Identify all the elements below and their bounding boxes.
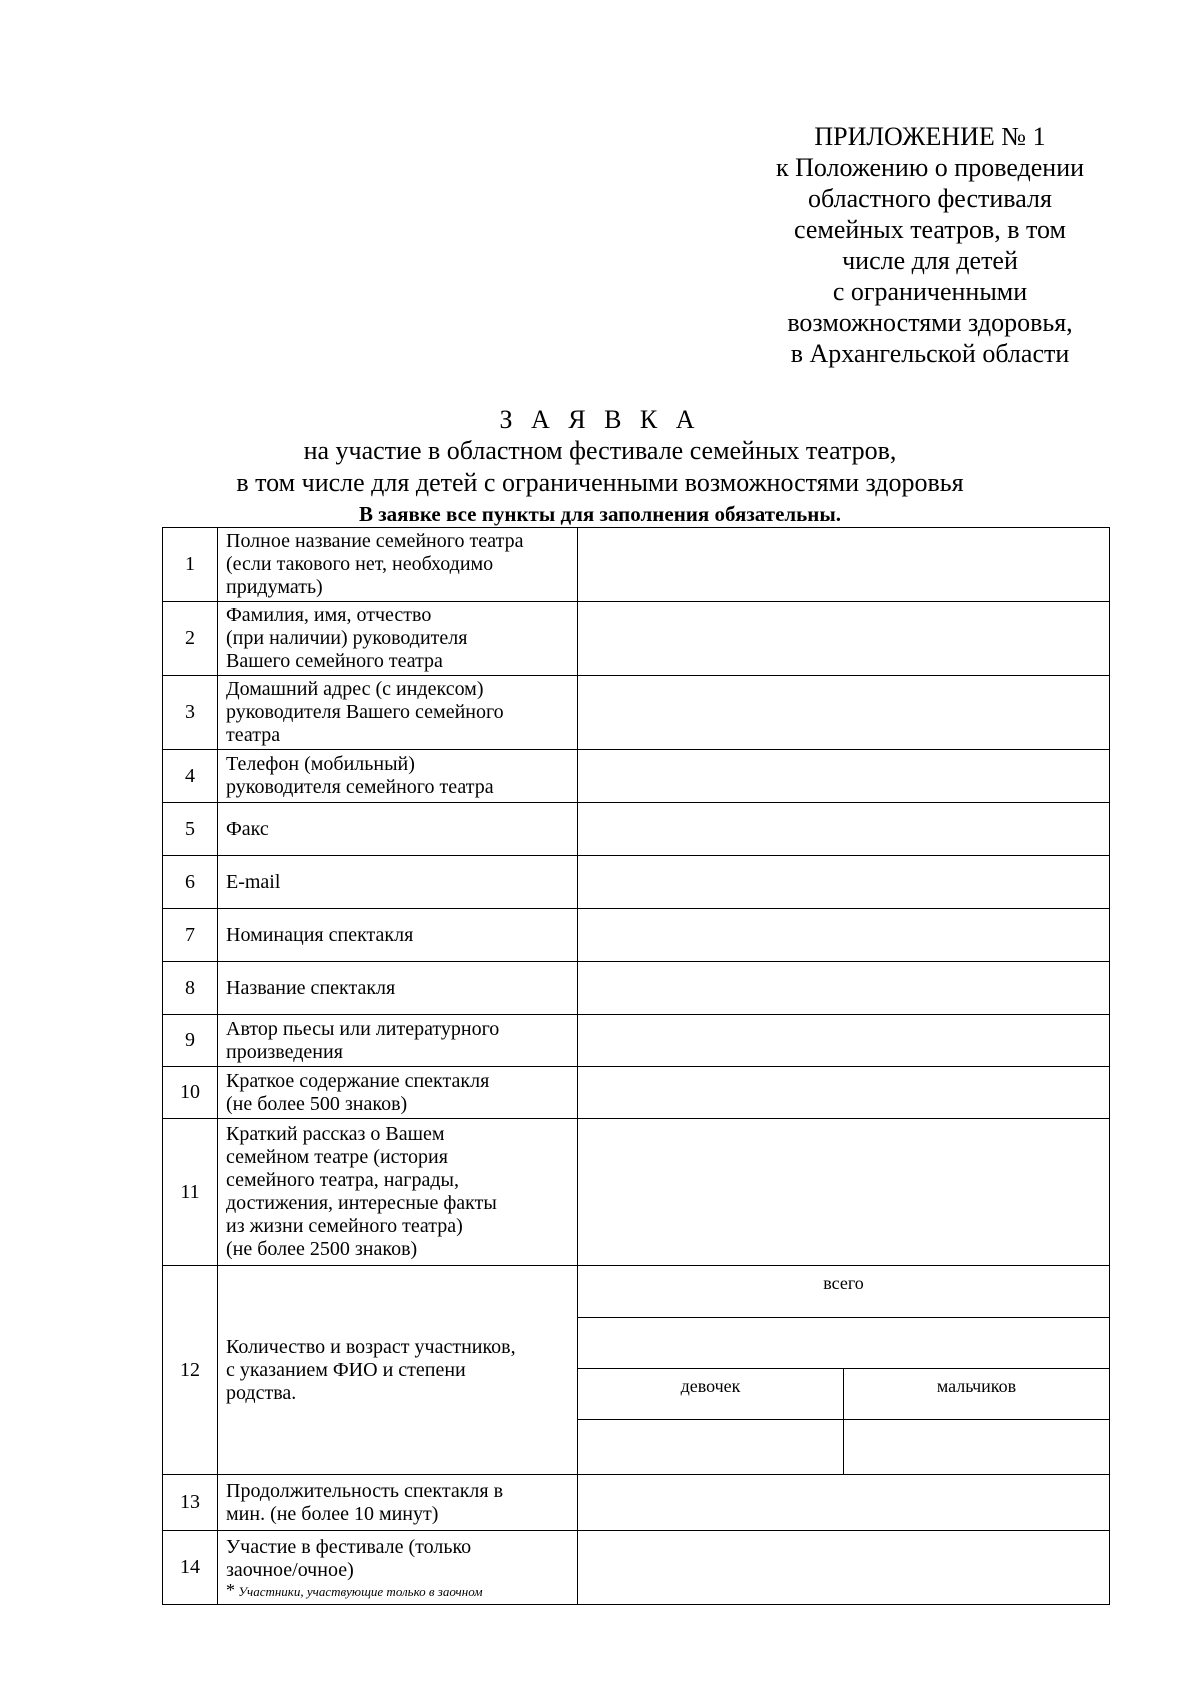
row-number: 5 bbox=[163, 803, 218, 856]
label-line: Полное название семейного театра bbox=[226, 530, 524, 552]
participants-cell bbox=[578, 1266, 1110, 1475]
label-line: Участие в фестивале (только bbox=[226, 1535, 472, 1558]
document-subtitle-line-1: на участие в областном фестивале семейных театров, bbox=[303, 436, 897, 465]
girls-field[interactable] bbox=[578, 1419, 844, 1474]
label-line: Факс bbox=[226, 817, 269, 840]
theatre-story-field[interactable] bbox=[578, 1119, 1110, 1266]
row-number: 10 bbox=[163, 1067, 218, 1119]
appendix-line: ПРИЛОЖЕНИЕ № 1 bbox=[814, 122, 1046, 151]
label-line: (если такового нет, необходимо bbox=[226, 553, 494, 575]
total-header: всего bbox=[578, 1266, 1109, 1317]
label-line: Номинация спектакля bbox=[226, 923, 414, 946]
row-label bbox=[218, 676, 578, 750]
nomination-field[interactable] bbox=[578, 909, 1110, 962]
footnote bbox=[226, 1579, 569, 1600]
label-line: (не более 2500 знаков) bbox=[226, 1238, 418, 1260]
label-line: произведения bbox=[226, 1040, 343, 1063]
label-line: руководителя семейного театра bbox=[226, 776, 494, 798]
label-line: Вашего семейного театра bbox=[226, 650, 443, 672]
row-number: 13 bbox=[163, 1475, 218, 1531]
appendix-line: в Архангельской области bbox=[790, 339, 1070, 368]
row-label bbox=[218, 1475, 578, 1531]
table-row bbox=[163, 528, 1110, 602]
mandatory-note: В заявке все пункты для заполнения обязательны. bbox=[358, 502, 842, 526]
row-number: 8 bbox=[163, 962, 218, 1015]
table-row bbox=[163, 676, 1110, 750]
theatre-name-field[interactable] bbox=[578, 528, 1110, 602]
row-number: 2 bbox=[163, 602, 218, 676]
document-title: З А Я В К А bbox=[499, 405, 701, 434]
label-line: заочное/очное) bbox=[226, 1558, 354, 1581]
row-label bbox=[218, 1266, 578, 1475]
label-line: из жизни семейного театра) bbox=[226, 1215, 463, 1237]
footnote-text: Участники, участвующие только в заочном bbox=[238, 1583, 483, 1599]
row-label bbox=[218, 1119, 578, 1266]
participation-mode-field[interactable] bbox=[578, 1531, 1110, 1605]
appendix-line: числе для детей bbox=[842, 246, 1018, 275]
table-row bbox=[163, 856, 1110, 909]
label-line: семейного театра, награды, bbox=[226, 1169, 459, 1191]
leader-name-field[interactable] bbox=[578, 602, 1110, 676]
row-number: 3 bbox=[163, 676, 218, 750]
row-number: 9 bbox=[163, 1015, 218, 1067]
appendix-line: возможностями здоровья, bbox=[787, 308, 1073, 337]
home-address-field[interactable] bbox=[578, 676, 1110, 750]
row-number: 7 bbox=[163, 909, 218, 962]
duration-field[interactable] bbox=[578, 1475, 1110, 1531]
label-line: Краткое содержание спектакля bbox=[226, 1069, 490, 1092]
label-line: достижения, интересные факты bbox=[226, 1192, 497, 1214]
label-line: Телефон (мобильный) bbox=[226, 753, 415, 775]
label-line: E-mail bbox=[226, 870, 281, 893]
row-number: 14 bbox=[163, 1531, 218, 1605]
appendix-line: к Положению о проведении bbox=[775, 153, 1085, 182]
row-number: 11 bbox=[163, 1119, 218, 1266]
label-line: родства. bbox=[226, 1381, 297, 1404]
label-line: с указанием ФИО и степени bbox=[226, 1358, 466, 1381]
row-label bbox=[218, 750, 578, 803]
table-row bbox=[163, 750, 1110, 803]
label-line: Краткий рассказ о Вашем bbox=[226, 1123, 445, 1145]
row-label bbox=[218, 1067, 578, 1119]
label-line: Автор пьесы или литературного bbox=[226, 1017, 500, 1040]
table-row bbox=[163, 1475, 1110, 1531]
appendix-line: семейных театров, в том bbox=[794, 215, 1066, 244]
row-label bbox=[218, 803, 578, 856]
application-form-table bbox=[162, 527, 1110, 1605]
row-label bbox=[218, 1015, 578, 1067]
row-number: 12 bbox=[163, 1266, 218, 1475]
table-row bbox=[163, 1015, 1110, 1067]
boys-header: мальчиков bbox=[844, 1368, 1110, 1419]
label-line: (при наличии) руководителя bbox=[226, 627, 468, 649]
author-field[interactable] bbox=[578, 1015, 1110, 1067]
label-line: (не более 500 знаков) bbox=[226, 1092, 408, 1115]
label-line: Количество и возраст участников, bbox=[226, 1335, 516, 1358]
appendix-line: с ограниченными bbox=[832, 277, 1028, 306]
play-title-field[interactable] bbox=[578, 962, 1110, 1015]
row-label bbox=[218, 528, 578, 602]
table-row bbox=[163, 1531, 1110, 1605]
appendix-line: областного фестиваля bbox=[808, 184, 1052, 213]
table-row bbox=[163, 803, 1110, 856]
table-row bbox=[163, 602, 1110, 676]
label-line: придумать) bbox=[226, 576, 323, 598]
document-subtitle-line-2: в том числе для детей с ограниченными возможностями здоровья bbox=[236, 468, 964, 497]
phone-field[interactable] bbox=[578, 750, 1110, 803]
row-label bbox=[218, 602, 578, 676]
summary-field[interactable] bbox=[578, 1067, 1110, 1119]
table-row bbox=[163, 962, 1110, 1015]
label-line: Домашний адрес (с индексом) bbox=[226, 678, 484, 700]
fax-field[interactable] bbox=[578, 803, 1110, 856]
label-line: Название спектакля bbox=[226, 976, 396, 999]
table-row bbox=[163, 909, 1110, 962]
appendix-header bbox=[730, 121, 1130, 369]
boys-field[interactable] bbox=[844, 1419, 1110, 1474]
table-row bbox=[163, 1119, 1110, 1266]
row-label bbox=[218, 909, 578, 962]
label-line: Фамилия, имя, отчество bbox=[226, 604, 432, 626]
row-label bbox=[218, 856, 578, 909]
row-number: 1 bbox=[163, 528, 218, 602]
table-row bbox=[163, 1266, 1110, 1475]
total-field[interactable] bbox=[578, 1317, 1109, 1368]
email-field[interactable] bbox=[578, 856, 1110, 909]
label-line: Продолжительность спектакля в bbox=[226, 1479, 504, 1502]
row-number: 4 bbox=[163, 750, 218, 803]
label-line: театра bbox=[226, 724, 281, 746]
row-label bbox=[218, 1531, 578, 1605]
label-line: руководителя Вашего семейного bbox=[226, 701, 504, 723]
participants-subtable bbox=[578, 1266, 1109, 1474]
row-label bbox=[218, 962, 578, 1015]
label-line: семейном театре (история bbox=[226, 1146, 448, 1168]
label-line: мин. (не более 10 минут) bbox=[226, 1502, 439, 1525]
row-number: 6 bbox=[163, 856, 218, 909]
girls-header: девочек bbox=[578, 1368, 844, 1419]
footnote-asterisk: * bbox=[226, 1579, 235, 1600]
table-row bbox=[163, 1067, 1110, 1119]
